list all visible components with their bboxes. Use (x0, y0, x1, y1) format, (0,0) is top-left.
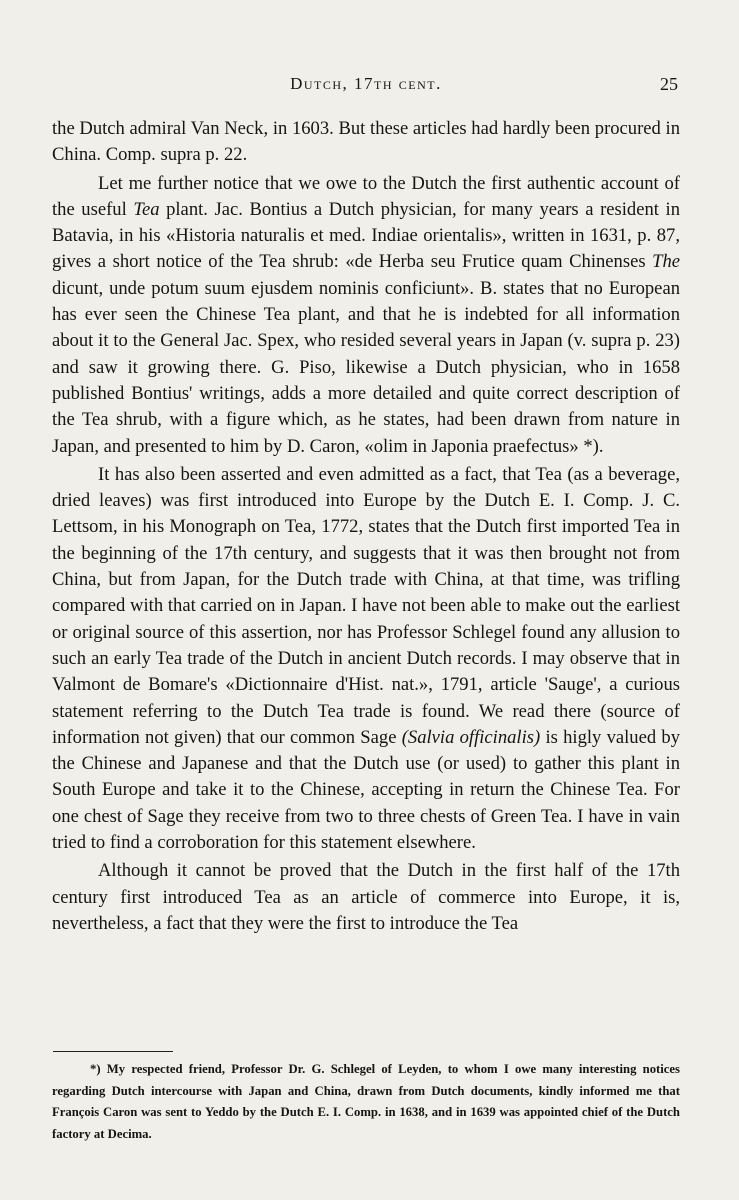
text-run: plant. Jac. Bontius a Dutch physician, for many years a resident in Batavia, in his «Historia naturalis et med. Indiae orientalis», written in 1631, p. 87, gives a short notice of the Tea shrub: «de Herba seu Frutice quam Chinenses (52, 198, 680, 273)
running-head (52, 74, 680, 98)
paragraph (52, 858, 680, 937)
text-run: is higly valued by the Chinese and Japanese and that the Dutch use (or used) to gather this plant in South Europe and take it to the Chinese, accepting in return the Chinese Tea. For one chest of Sage they receive from two to three chests of Green Tea. I have in vain tried to find a corroboration for this statement elsewhere. (52, 726, 680, 854)
footnote-text: *) My respected friend, Professor Dr. G. Schlegel of Leyden, to whom I owe many interesting notices regarding Dutch intercourse with Japan and China, drawn from Dutch documents, kindly informed me that François Caron was sent to Yeddo by the Dutch E. I. Comp. in 1638, and in 1639 was appointed chief of the Dutch factory at Decima. (52, 1062, 680, 1141)
page-number: 25 (660, 74, 678, 94)
footnote-rule (53, 1051, 173, 1052)
running-title: Dutch, 17th cent. (290, 74, 442, 93)
text-run: Although it cannot be proved that the Dutch in the first half of the 17th century first introduced Tea as an article of commerce into Europe, it is, nevertheless, a fact that they were the first to introduce the Tea (52, 860, 680, 934)
text-run: dicunt, unde potum suum ejusdem nominis conficiunt». B. states that no European has ever seen the Chinese Tea plant, and that he is indebted for all information about it to the General Jac. Spex, who resided several years in Japan (v. supra p. 23) and saw it growing there. G. Piso, likewise a Dutch physician, who in 1658 published Bontius' writings, adds a more detailed and quite correct description of the Tea shrub, with a figure which, as he states, had been drawn from nature in Japan, and presented to him by D. Caron, «olim in Japonia praefectus» *). (52, 277, 680, 457)
paragraph (52, 462, 680, 856)
italic-run: The (652, 251, 680, 273)
footnote (52, 1059, 680, 1145)
text-run: It has also been asserted and even admitted as a fact, that Tea (as a beverage, dried leaves) was first introduced into Europe by the Dutch E. I. Comp. J. C. Lettsom, in his Monograph on Tea, 1772, states that the Dutch first imported Tea in the beginning of the 17th century, and suggests that it was then brought not from China, but from Japan, for the Dutch trade with China, at that time, was trifling compared with that carried on in Japan. I have not been able to make out the earliest or original source of this assertion, nor has Professor Schlegel found any allusion to such an early Tea trade of the Dutch in ancient Dutch records. I may observe that in Valmont de Bomare's «Dictionnaire d'Hist. nat.», 1791, article 'Sauge', a curious statement referring to the Dutch Tea trade is found. We read there (source of information not given) that our common Sage (52, 463, 680, 748)
text-run: the Dutch admiral Van Neck, in 1603. But these articles had hardly been procured in China. Comp. supra p. 22. (52, 118, 680, 166)
italic-run: (Salvia officinalis) (401, 726, 541, 748)
body-text (52, 116, 680, 937)
paragraph (52, 116, 680, 169)
italic-run: Tea (133, 198, 160, 220)
paragraph (52, 171, 680, 460)
text-run: Let me further notice that we owe to the Dutch the first authentic account of the useful (52, 172, 680, 220)
